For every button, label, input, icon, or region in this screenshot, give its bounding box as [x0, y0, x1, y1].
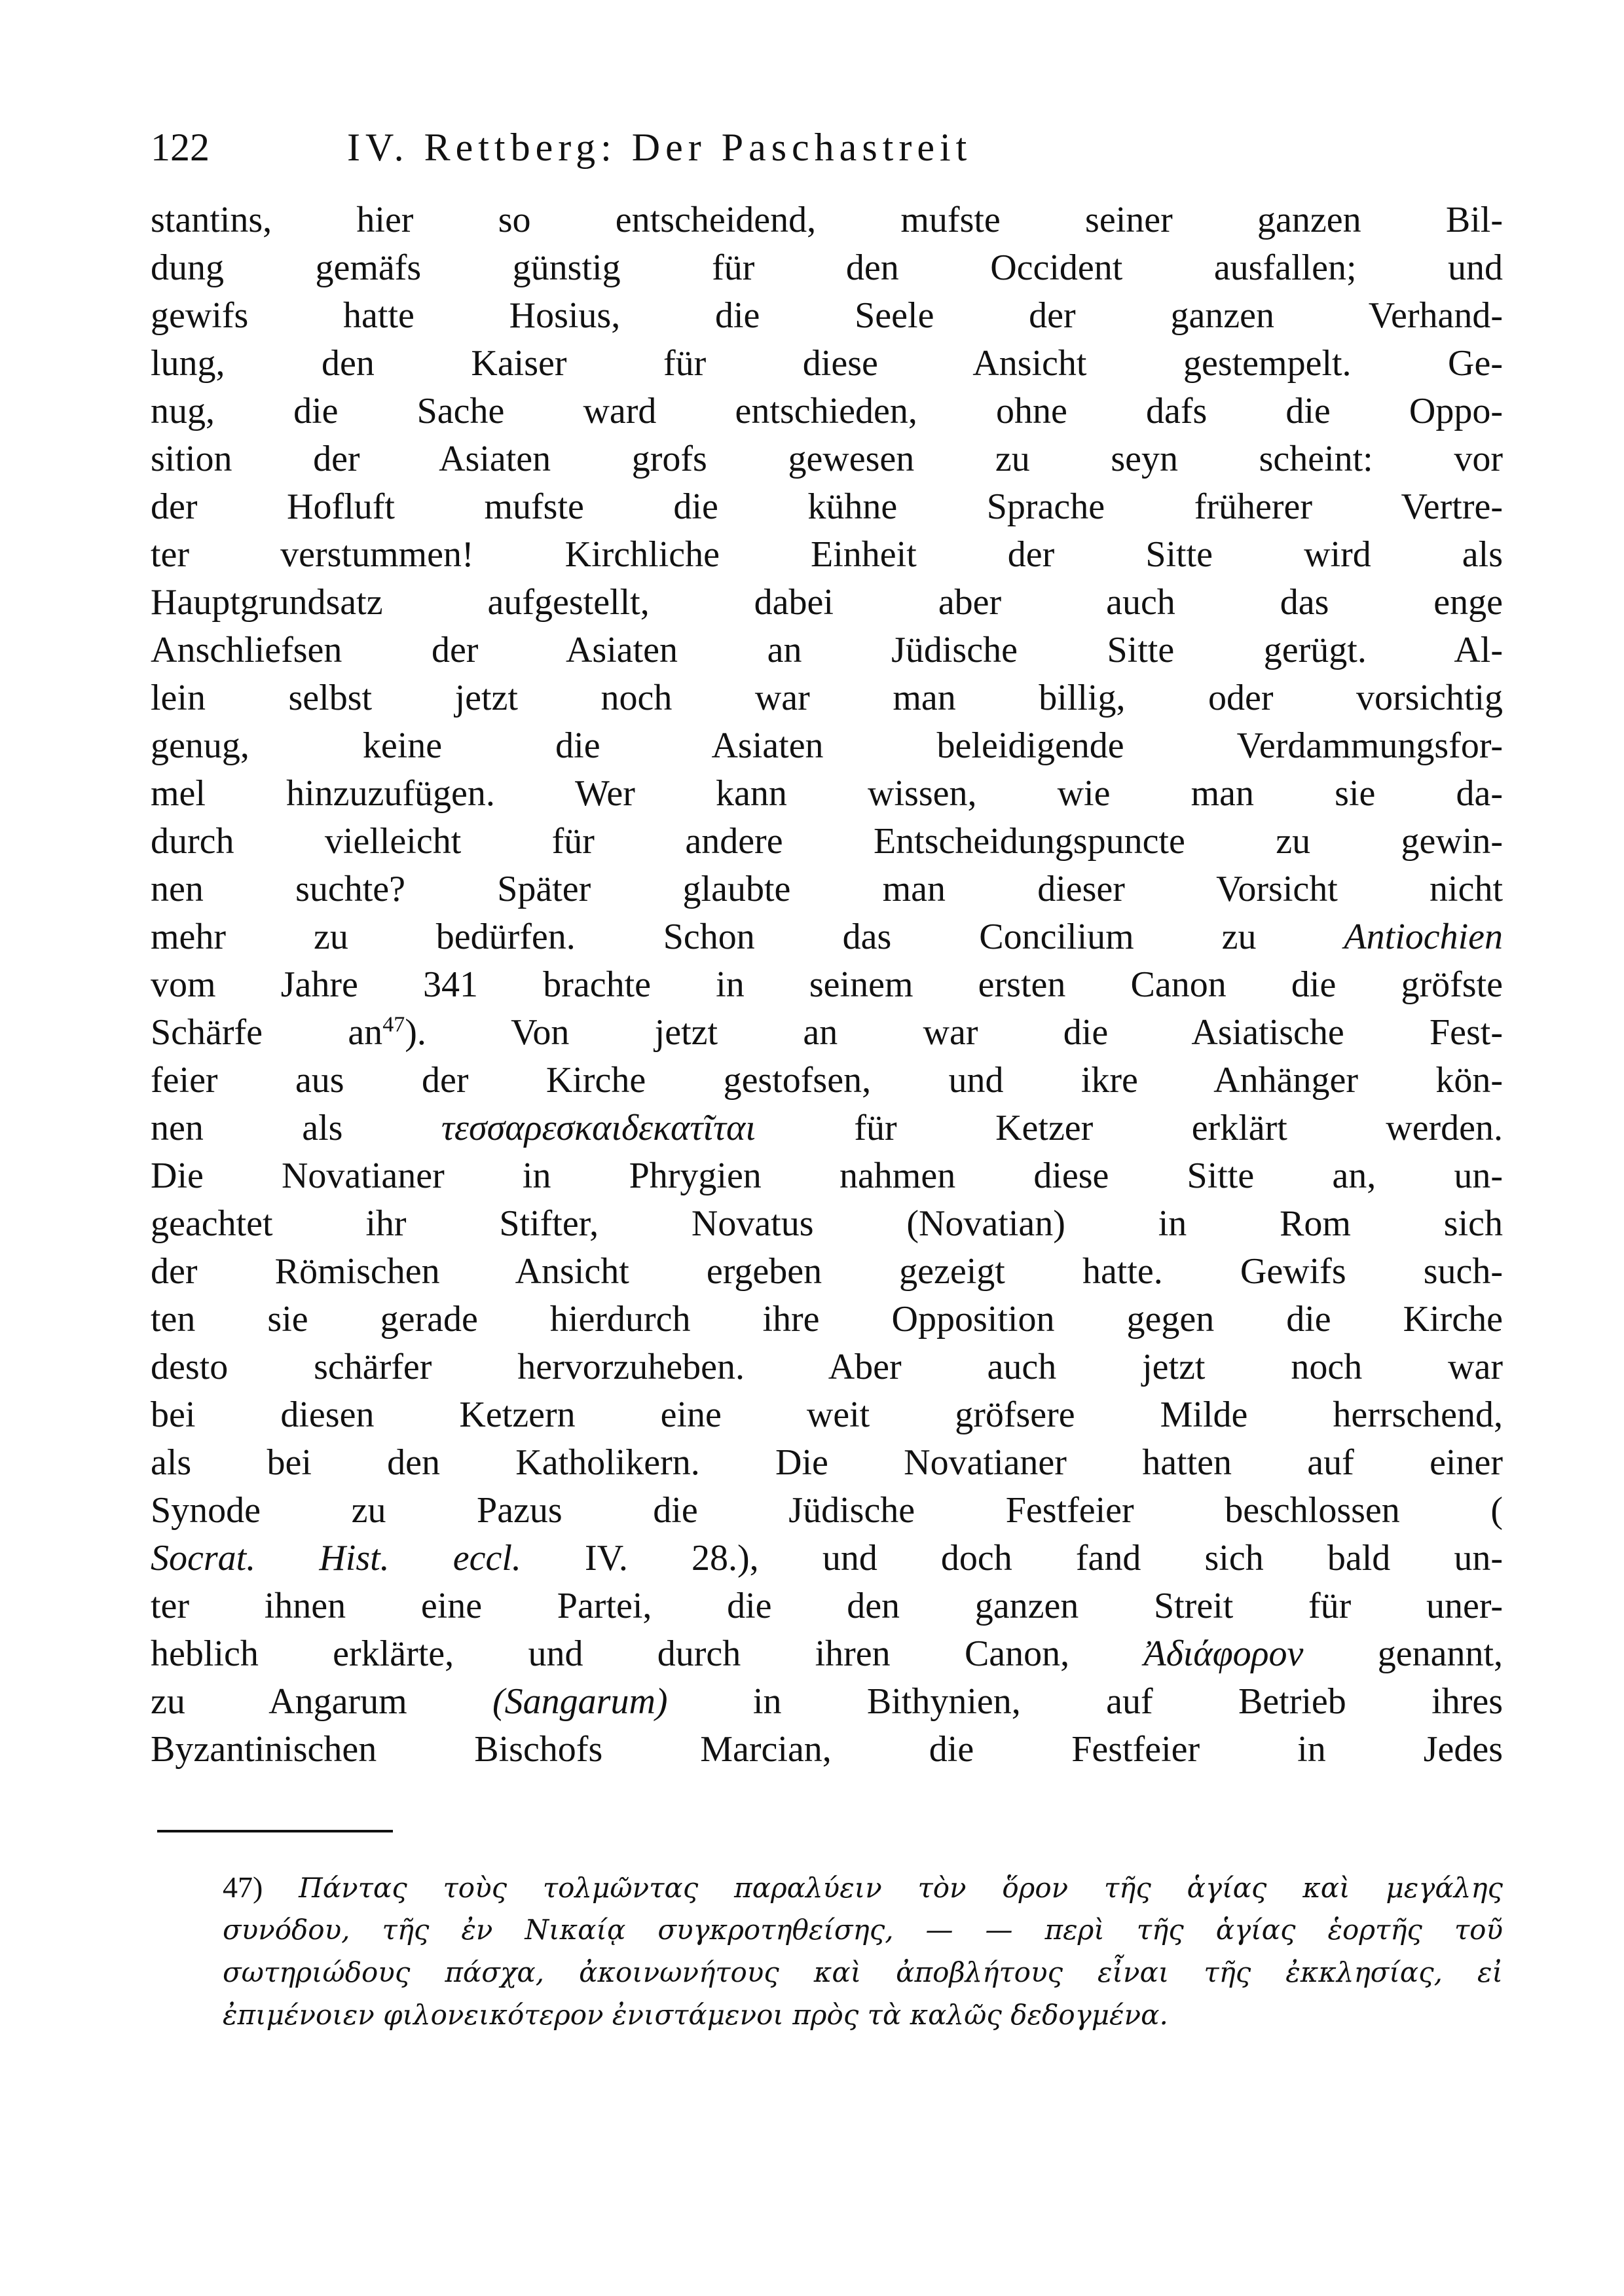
body-text: [151, 196, 1503, 1774]
text-line: nen suchte? Später glaubte man dieser Vorsicht nicht: [151, 869, 1503, 909]
text-line: mel hinzuzufügen. Wer kann wissen, wie man sie da-: [151, 773, 1503, 814]
text-line: Synode zu Pazus die Jüdische Festfeier beschlossen (: [151, 1490, 1503, 1531]
text-segment: heblich erklärte, und durch ihren Canon,: [151, 1633, 1070, 1674]
text-line: ten sie gerade hierdurch ihre Opposition gegen die Kirche: [151, 1299, 1503, 1339]
page-number: 122: [151, 126, 210, 169]
text-line: vom Jahre 341 brachte in seinem ersten Canon die gröfste: [151, 964, 1503, 1005]
text-line: gewifs hatte Hosius, die Seele der ganzen Verhand-: [151, 295, 1503, 336]
footnotes: [223, 1866, 1503, 2036]
text-line: als bei den Katholikern. Die Novatianer hatten auf einer: [151, 1442, 1503, 1483]
text-line: [151, 1630, 1503, 1678]
greek-term: τεσσαρεσκαιδεκατῖται: [441, 1108, 756, 1148]
footnote-line: ἐπιμένοιεν φιλονεικότερον ἐνιστάμενοι πρὸς τὰ καλῶς δεδογμένα.: [223, 1999, 1168, 2031]
citation-socrates: Socrat. Hist. eccl.: [151, 1538, 521, 1578]
text-line: [151, 913, 1503, 961]
text-line: nug, die Sache ward entschieden, ohne dafs die Oppo-: [151, 391, 1503, 431]
text-line: ter verstummen! Kirchliche Einheit der Sitte wird als: [151, 534, 1503, 575]
text-line: sition der Asiaten grofs gewesen zu seyn scheint: vor: [151, 439, 1503, 479]
text-line: der Hofluft mufste die kühne Sprache früherer Vertre-: [151, 486, 1503, 527]
text-line: [151, 1678, 1503, 1726]
text-line: lein selbst jetzt noch war man billig, oder vorsichtig: [151, 678, 1503, 718]
text-segment: in Bithynien, auf Betrieb ihres: [752, 1681, 1503, 1722]
footnote-number: 47): [223, 1870, 263, 1904]
text-segment: für Ketzer erklärt werden.: [854, 1108, 1503, 1148]
text-line: bei diesen Ketzern eine weit gröfsere Milde herrschend,: [151, 1394, 1503, 1435]
text-segment: zu Angarum: [151, 1681, 407, 1722]
text-line: stantins, hier so entscheidend, mufste seiner ganzen Bil-: [151, 200, 1503, 240]
footnote-text: Πάντας τοὺς τολμῶντας παραλύειν τὸν ὅρον τῆς ἁγίας καὶ μεγάλης: [299, 1872, 1503, 1904]
text-line: feier aus der Kirche gestofsen, und ikre Anhänger kön-: [151, 1060, 1503, 1101]
text-line: genug, keine die Asiaten beleidigende Verdammungsfor-: [151, 725, 1503, 766]
text-line: desto schärfer hervorzuheben. Aber auch jetzt noch war: [151, 1347, 1503, 1387]
text-line: Die Novatianer in Phrygien nahmen diese Sitte an, un-: [151, 1156, 1503, 1196]
text-line: Hauptgrundsatz aufgestellt, dabei aber auch das enge: [151, 582, 1503, 623]
text-line: Anschliefsen der Asiaten an Jüdische Sitte gerügt. Al-: [151, 630, 1503, 670]
citation-reference: IV. 28.),: [585, 1538, 759, 1578]
text-line: ter ihnen eine Partei, die den ganzen Streit für uner-: [151, 1586, 1503, 1626]
text-line: lung, den Kaiser für diese Ansicht gestempelt. Ge-: [151, 343, 1503, 384]
footnote-line: [223, 1866, 1503, 1908]
text-segment: genannt,: [1377, 1633, 1503, 1674]
greek-term-adiaphoron: Ἀδιάφορον: [1143, 1633, 1304, 1674]
text-line: durch vielleicht für andere Entscheidungspuncte zu gewin-: [151, 821, 1503, 862]
footnote-line: συνόδου, τῆς ἐν Νικαίᾳ συγκροτηθείσης, — — περὶ τῆς ἁγίας ἑορτῆς τοῦ: [223, 1914, 1503, 1946]
text-line: [151, 1009, 1503, 1057]
text-line: dung gemäfs günstig für den Occident ausfallen; und: [151, 247, 1503, 288]
footnote-divider: [157, 1830, 393, 1832]
text-segment: und doch fand sich bald un-: [822, 1538, 1503, 1578]
running-title: IV. Rettberg: Der Paschastreit: [347, 126, 972, 169]
text-line: [151, 1535, 1503, 1582]
text-line: der Römischen Ansicht ergeben gezeigt hatte. Gewifs such-: [151, 1251, 1503, 1292]
text-line: [151, 1104, 1503, 1152]
footnote-reference[interactable]: 47: [382, 1012, 405, 1037]
text-segment: Schärfe an: [151, 1012, 383, 1053]
running-head: [151, 118, 1329, 177]
text-segment: nen als: [151, 1108, 343, 1148]
text-line: geachtet ihr Stifter, Novatus (Novatian) in Rom sich: [151, 1203, 1503, 1244]
text-line: Byzantinischen Bischofs Marcian, die Festfeier in Jedes: [151, 1729, 1503, 1770]
place-name-antiochien: Antiochien: [1344, 917, 1503, 957]
text-segment: mehr zu bedürfen. Schon das Concilium zu: [151, 917, 1257, 957]
footnote-line: σωτηριώδους πάσχα, ἀκοινωνήτους καὶ ἀποβλήτους εἶναι τῆς ἐκκλησίας, εἰ: [223, 1956, 1503, 1988]
place-name-sangarum: (Sangarum): [492, 1681, 668, 1722]
text-segment: ). Von jetzt an war die Asiatische Fest-: [405, 1012, 1503, 1053]
